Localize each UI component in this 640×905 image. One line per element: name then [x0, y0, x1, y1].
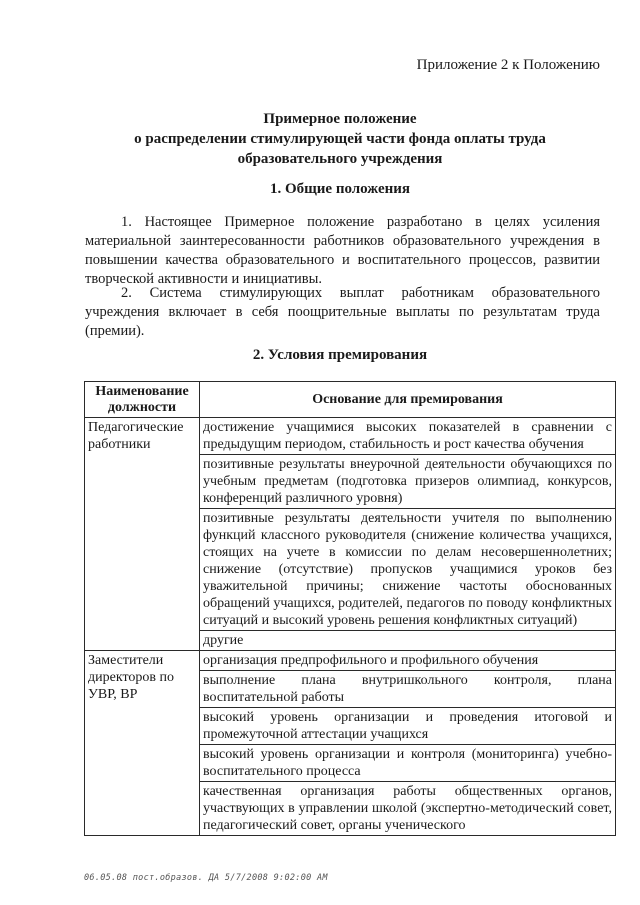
basis-cell: позитивные результаты деятельности учителя по выполнению функций классного руководителя (снижение количества учащихся, стоящих на учете в комиссии по делам несовершеннолетних; снижение (отсутствие) пропусков учащимися уроков без уважительной причины; снижение частоты обоснованных обращений учащихся, родителей, педагогов по поводу конфликтных ситуаций и высокий уровень решения конфликтных ситуаций) [200, 509, 616, 631]
basis-cell: другие [200, 631, 616, 651]
appendix-label: Приложение 2 к Положению [416, 57, 600, 73]
paragraph-2: 2. Система стимулирующих выплат работникам образовательного учреждения включает в себя поощрительные выплаты по результатам труда (премии). [85, 285, 600, 339]
position-cell: Заместители директоров по УВР, ВР [85, 651, 200, 836]
basis-cell: высокий уровень организации и проведения итоговой и промежуточной аттестации учащихся [200, 708, 616, 745]
section-1-heading: 1. Общие положения [269, 181, 411, 197]
table-row [85, 651, 616, 671]
document-title [80, 109, 600, 169]
basis-cell: организация предпрофильного и профильного обучения [200, 651, 616, 671]
paragraph-1: 1. Настоящее Примерное положение разработано в целях усиления материальной заинтересованности работников образовательного учреждения в повышении качества образовательного и воспитательного процессов, развитии творческой активности и инициативы. [85, 214, 600, 287]
header-position: Наименование должности [85, 382, 200, 418]
table-row [85, 418, 616, 455]
section-2-heading: 2. Условия премирования [252, 347, 428, 363]
conditions-table [84, 381, 616, 836]
title-line-3: образовательного учреждения [237, 151, 443, 167]
header-basis: Основание для премирования [200, 382, 616, 418]
basis-cell: позитивные результаты внеурочной деятельности обучающихся по учебным предметам (подготовка призеров олимпиад, конкурсов, конференций различного уровня) [200, 455, 616, 509]
title-line-2: о распределении стимулирующей части фонда оплаты труда [134, 131, 546, 147]
basis-cell: выполнение плана внутришкольного контроля, плана воспитательной работы [200, 671, 616, 708]
table-header-row [85, 382, 616, 418]
basis-cell: высокий уровень организации и контроля (мониторинга) учебно-воспитательного процесса [200, 745, 616, 782]
position-cell: Педагогические работники [85, 418, 200, 651]
basis-cell: достижение учащимися высоких показателей в сравнении с предыдущим периодом, стабильность и рост качества обучения [200, 418, 616, 455]
title-line-1: Примерное положение [263, 111, 417, 127]
footer-stamp: 06.05.08 пост.образов. ДА 5/7/2008 9:02:00 AM [84, 873, 328, 883]
basis-cell: качественная организация работы общественных органов, участвующих в управлении школой (экспертно-методический совет, педагогический совет, органы ученического [200, 782, 616, 836]
